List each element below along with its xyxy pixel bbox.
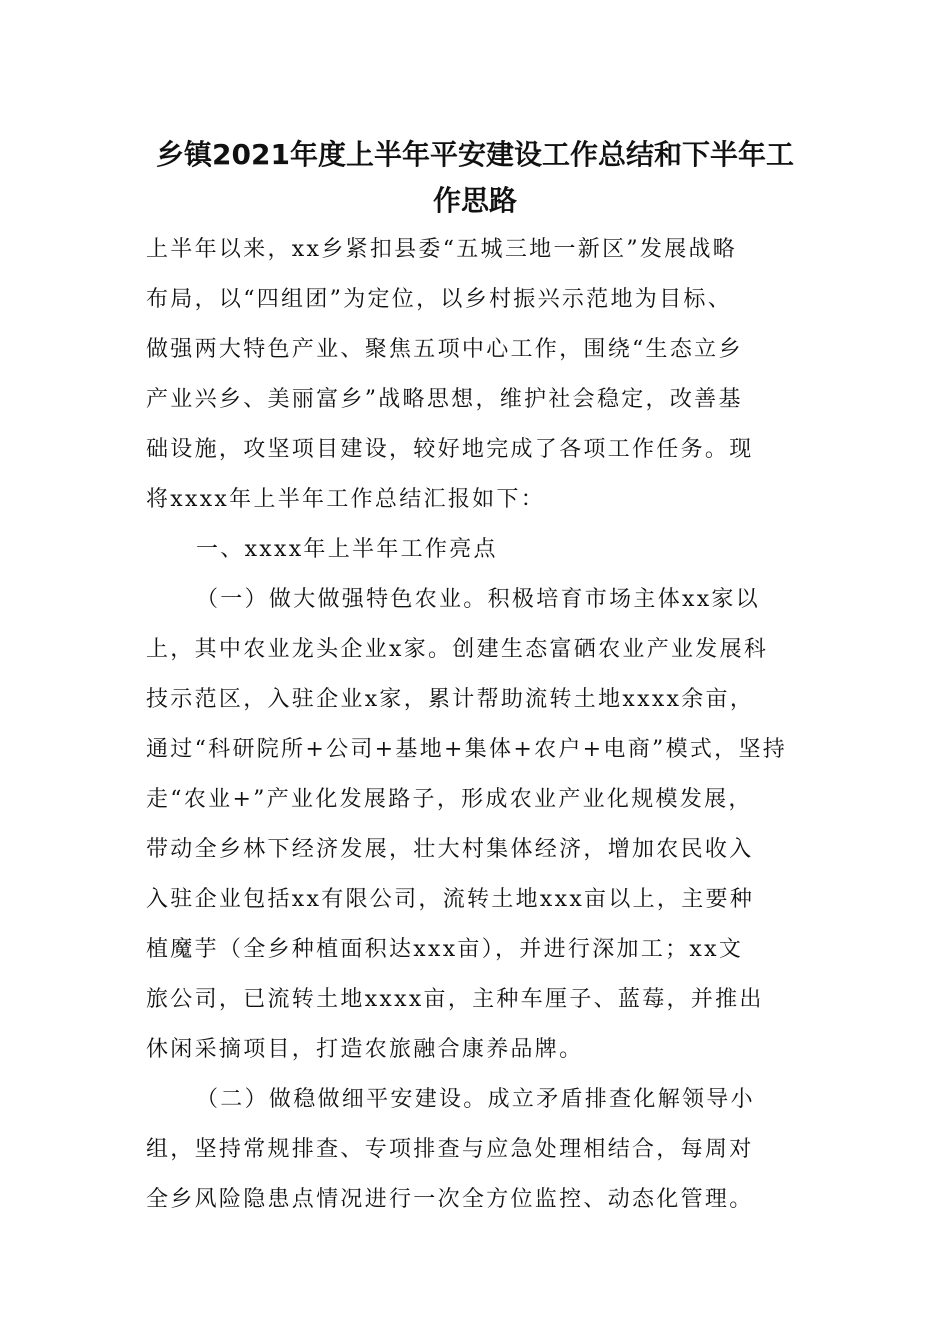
body-line: 上半年以来，xx乡紧扣县委“五城三地一新区”发展战略 bbox=[146, 237, 738, 262]
body-line: （一）做大做强特色农业。积极培育市场主体xx家以 bbox=[196, 587, 761, 612]
body-line: 休闲采摘项目，打造农旅融合康养品牌。 bbox=[146, 1037, 584, 1062]
section-heading: 一、xxxx年上半年工作亮点 bbox=[196, 537, 498, 562]
body-line: 将xxxx年上半年工作总结汇报如下： bbox=[146, 487, 546, 512]
body-line: 上，其中农业龙头企业x家。创建生态富硒农业产业发展科 bbox=[146, 637, 769, 662]
body-line: （二）做稳做细平安建设。成立矛盾排查化解领导小 bbox=[196, 1087, 755, 1112]
body-line: 组，坚持常规排查、专项排查与应急处理相结合，每周对 bbox=[146, 1137, 754, 1162]
body-line: 带动全乡林下经济发展，壮大村集体经济，增加农民收入 bbox=[146, 837, 754, 862]
body-line: 通过“科研院所+公司+基地+集体+农户+电商”模式，坚持 bbox=[146, 737, 788, 762]
document-title-line-1: 乡镇2021年度上半年平安建设工作总结和下半年工 bbox=[156, 138, 794, 171]
body-line: 走“农业+”产业化发展路子，形成农业产业化规模发展， bbox=[146, 787, 753, 812]
body-line: 全乡风险隐患点情况进行一次全方位监控、动态化管理。 bbox=[146, 1187, 754, 1212]
body-line: 础设施，攻坚项目建设，较好地完成了各项工作任务。现 bbox=[146, 437, 754, 462]
body-line: 植魔芋（全乡种植面积达xxx亩），并进行深加工；xx文 bbox=[146, 937, 744, 962]
body-line: 做强两大特色产业、聚焦五项中心工作，围绕“生态立乡 bbox=[146, 337, 743, 362]
body-line: 入驻企业包括xx有限公司，流转土地xxx亩以上，主要种 bbox=[146, 887, 755, 912]
body-line: 技示范区，入驻企业x家，累计帮助流转土地xxxx余亩， bbox=[146, 687, 755, 712]
body-line: 产业兴乡、美丽富乡”战略思想，维护社会稳定，改善基 bbox=[146, 387, 743, 412]
body-line: 旅公司，已流转土地xxxx亩，主种车厘子、蓝莓，并推出 bbox=[146, 987, 764, 1012]
document-title-line-2: 作思路 bbox=[432, 184, 517, 217]
body-line: 布局，以“四组团”为定位，以乡村振兴示范地为目标、 bbox=[146, 287, 732, 312]
